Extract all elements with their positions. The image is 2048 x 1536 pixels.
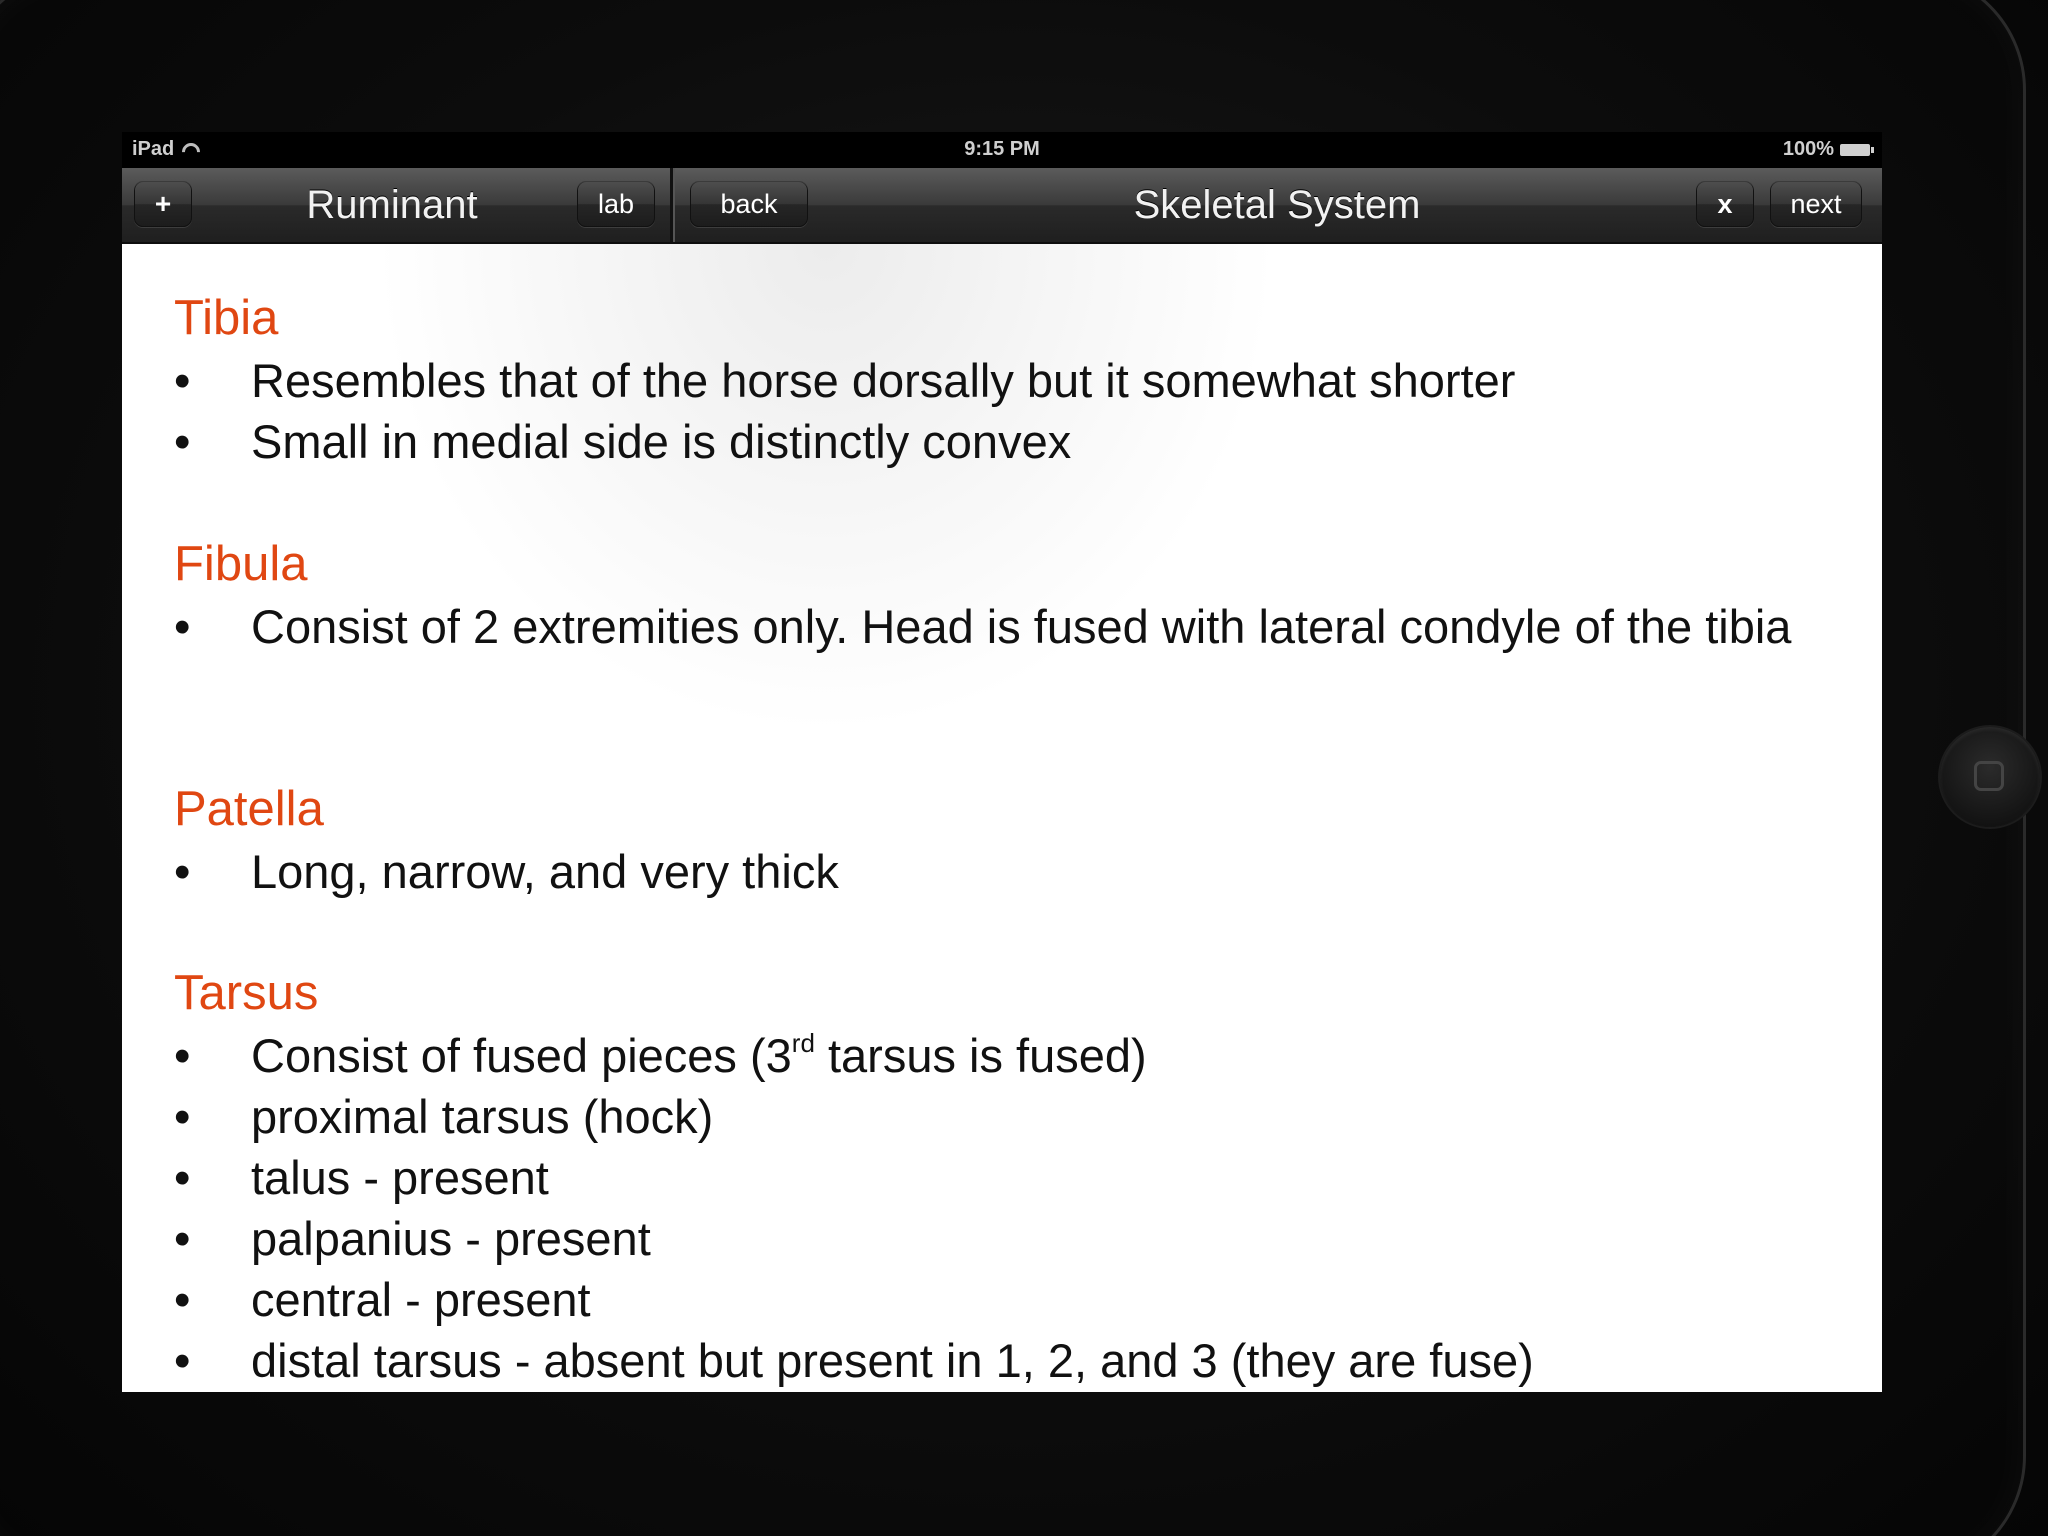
bullet-text <box>251 1025 1871 1086</box>
lab-button[interactable]: lab <box>577 181 655 227</box>
bullet-dot: • <box>174 1273 191 1326</box>
section-title-fibula: Fibula <box>174 537 308 591</box>
slide-content <box>122 244 1882 1392</box>
home-square-icon <box>1974 761 2004 791</box>
bullet-text-part: tarsus is fused) <box>814 1029 1147 1082</box>
battery-percent: 100% <box>1782 138 1834 160</box>
page-title: Skeletal System <box>1133 182 1421 227</box>
home-button-icon[interactable] <box>1940 727 2040 827</box>
back-button[interactable]: back <box>690 181 808 227</box>
bullet-text: distal tarsus - absent but present in 1, 2, and 3 (they are fuse) <box>251 1334 1534 1387</box>
status-battery <box>1783 138 1870 161</box>
bullet-dot: • <box>174 845 191 898</box>
carrier-label: iPad <box>132 138 175 160</box>
bullet-text: Resembles that of the horse dorsally but it somewhat shorter <box>251 354 1516 407</box>
bullet-text: talus - present <box>251 1151 549 1204</box>
bullet-dot: • <box>174 415 191 468</box>
status-bar <box>122 132 1882 168</box>
bullet-text: Small in medial side is distinctly convex <box>251 415 1072 468</box>
bullet-dot: • <box>174 354 191 407</box>
left-nav-title: Ruminant <box>306 182 478 227</box>
bullet-text: proximal tarsus (hock) <box>251 1090 714 1143</box>
add-button[interactable]: + <box>134 181 192 227</box>
bullet-text: palpanius - present <box>251 1212 651 1265</box>
navigation-toolbar <box>122 168 1882 244</box>
bullet-dot: • <box>174 600 191 653</box>
next-button[interactable]: next <box>1770 181 1862 227</box>
battery-icon <box>1840 144 1870 156</box>
close-button[interactable]: x <box>1696 181 1754 227</box>
toolbar-divider <box>673 168 675 242</box>
section-title-patella: Patella <box>174 782 324 836</box>
superscript-rd: rd <box>791 1028 815 1058</box>
bullet-dot: • <box>174 1151 191 1204</box>
section-title-tibia: Tibia <box>174 291 279 345</box>
bullet-text: Long, narrow, and very thick <box>251 845 839 898</box>
section-title-tarsus: Tarsus <box>174 966 319 1020</box>
left-nav-bar <box>122 168 673 242</box>
bullet-text-part: Consist of fused pieces (3 <box>251 1029 792 1082</box>
bullet-dot: • <box>174 1212 191 1265</box>
status-time: 9:15 PM <box>964 138 1040 160</box>
bullet-text: Consist of 2 extremities only. Head is fused with lateral condyle of the tibia <box>251 600 1792 653</box>
bullet-dot: • <box>174 1029 191 1082</box>
screen <box>122 132 1882 1392</box>
bullet-text: central - present <box>251 1273 591 1326</box>
bullet-dot: • <box>174 1334 191 1387</box>
bullet-dot: • <box>174 1090 191 1143</box>
list-item <box>174 596 1854 718</box>
